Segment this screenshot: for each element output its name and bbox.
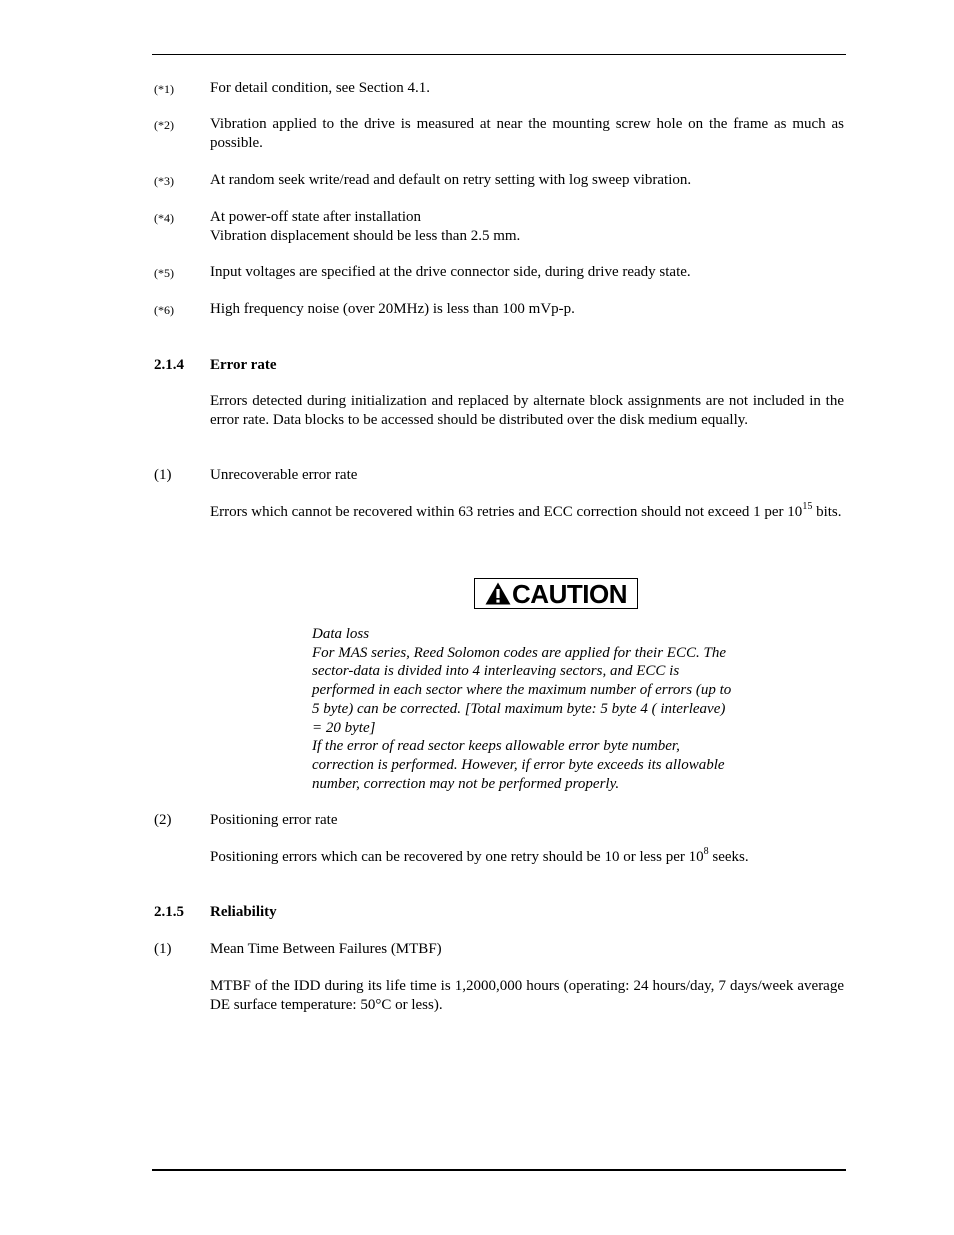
section-number: 2.1.5 bbox=[154, 904, 184, 920]
note-mark: (*4) bbox=[154, 211, 174, 225]
caution-line: For MAS series, Reed Solomon codes are applied for their ECC. The bbox=[312, 644, 726, 661]
section-title: Error rate bbox=[210, 357, 277, 373]
exponent: 8 bbox=[703, 846, 709, 857]
note-text: Vibration applied to the drive is measured at near the mounting screw hole on the frame as much as possible. bbox=[210, 116, 844, 151]
note-mark: (*2) bbox=[154, 118, 174, 132]
caution-line: If the error of read sector keeps allowable error byte number, bbox=[312, 738, 680, 755]
item-title: Mean Time Between Failures (MTBF) bbox=[210, 941, 442, 957]
caution-label-box bbox=[474, 578, 638, 609]
note-mark: (*6) bbox=[154, 303, 174, 317]
item-title: Positioning error rate bbox=[210, 812, 338, 828]
note-text: High frequency noise (over 20MHz) is less than 100 mVp-p. bbox=[210, 301, 575, 317]
note-text: For detail condition, see Section 4.1. bbox=[210, 80, 430, 96]
section-number: 2.1.4 bbox=[154, 357, 184, 373]
paragraph-text: MTBF of the IDD during its life time is 1,2000,000 hours (operating: 24 hours/day, 7 days/week average DE surface temperature: 50°C or less). bbox=[210, 978, 844, 1013]
note-text: At power-off state after installation bbox=[210, 209, 422, 225]
warning-triangle-icon bbox=[485, 582, 511, 605]
paragraph-text: Errors detected during initialization and replaced by alternate block assignments are not included in the error rate. Data blocks to be accessed should be distributed over the disk medium equally. bbox=[210, 393, 844, 428]
caution-line: correction is performed. However, if error byte exceeds its allowable bbox=[312, 756, 725, 773]
note-mark: (*5) bbox=[154, 266, 174, 280]
note-mark: (*3) bbox=[154, 174, 174, 188]
footer-rule bbox=[152, 1169, 846, 1171]
section-title: Reliability bbox=[210, 904, 277, 920]
item-number: (1) bbox=[154, 941, 172, 957]
note-mark: (*1) bbox=[154, 82, 174, 96]
caution-text: CAUTION bbox=[512, 578, 627, 609]
caution-line: 5 byte) can be corrected. [Total maximum byte: 5 byte 4 ( interleave) bbox=[312, 700, 726, 717]
caution-line: Data loss bbox=[312, 626, 370, 642]
note-text: Vibration displacement should be less than 2.5 mm. bbox=[210, 228, 521, 244]
caution-message bbox=[312, 625, 772, 793]
caution-line: performed in each sector where the maximum number of errors (up to bbox=[312, 682, 732, 699]
item-number: (2) bbox=[154, 812, 172, 828]
paragraph-text: Errors which cannot be recovered within 63 retries and ECC correction should not exceed 1 per $10^{15}$ bits. bbox=[210, 501, 842, 520]
note-text: At random seek write/read and default on retry setting with log sweep vibration. bbox=[210, 172, 692, 188]
paragraph-text: Positioning errors which can be recovered by one retry should be 10 or less per $10^8$ seeks. bbox=[210, 846, 749, 865]
caution-line: number, correction may not be performed properly. bbox=[312, 775, 620, 792]
item-title: Unrecoverable error rate bbox=[210, 467, 358, 483]
exponent: 15 bbox=[802, 501, 813, 512]
item-number: (1) bbox=[154, 467, 172, 483]
note-text: Input voltages are specified at the drive connector side, during drive ready state. bbox=[210, 264, 691, 280]
caution-line: = 20 byte] bbox=[312, 719, 376, 736]
header-rule bbox=[152, 54, 846, 55]
caution-line: sector-data is divided into 4 interleaving sectors, and ECC is bbox=[312, 663, 680, 680]
